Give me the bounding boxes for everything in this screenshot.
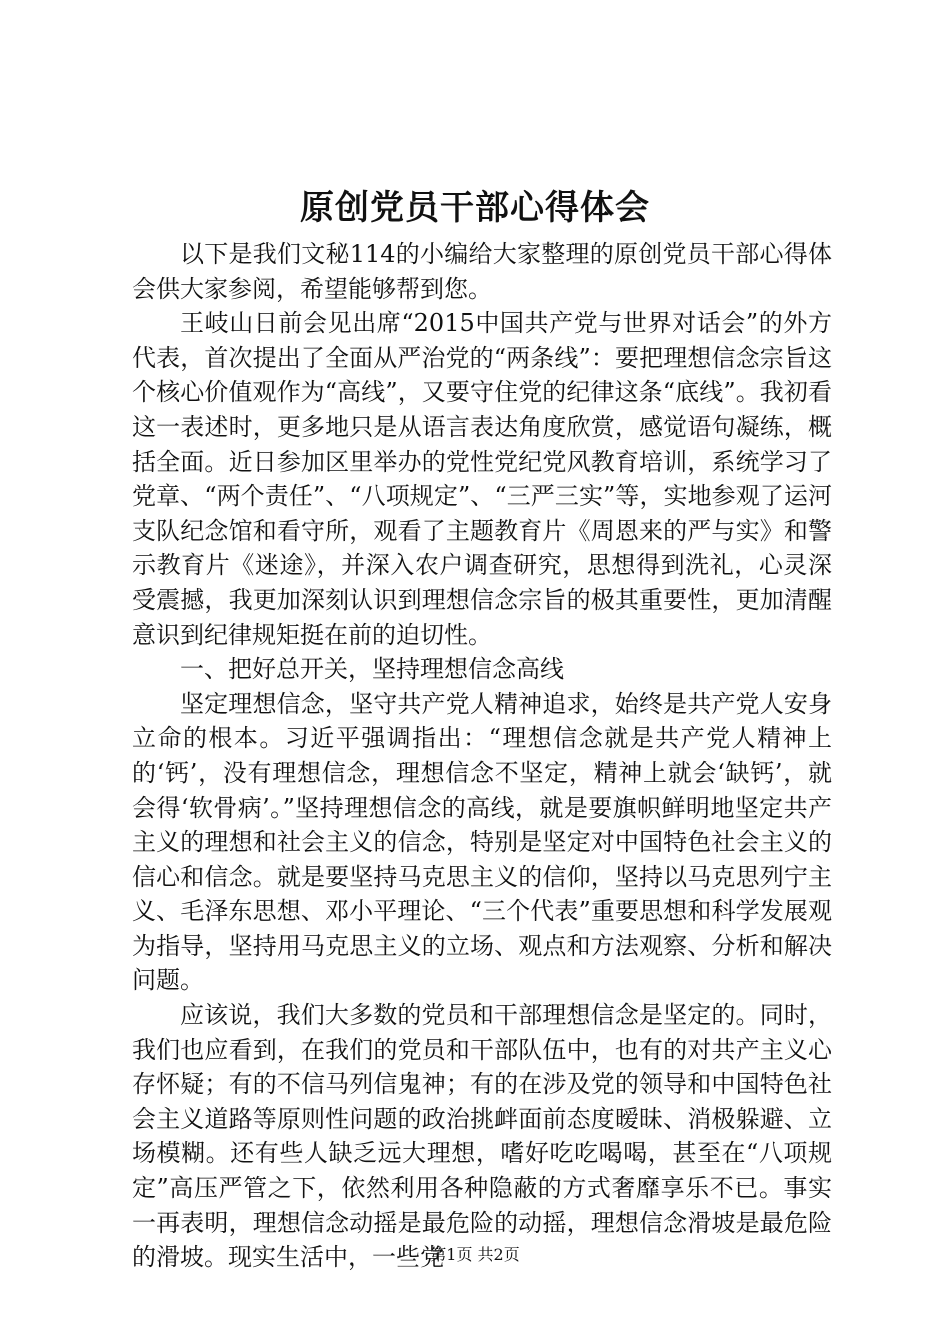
- page-footer: 第1页 共2页: [430, 1245, 520, 1264]
- paragraph-observations: 应该说，我们大多数的党员和干部理想信念是坚定的。同时，我们也应看到，在我们的党员和干部队伍中，也有的对共产主义心存怀疑；有的不信马列信鬼神；有的在涉及党的领导和中国特色社会主义道路等原则性问题的政治挑衅面前态度暧昧、消极躲避、立场模糊。还有些人缺乏远大理想，嗜好吃吃喝喝，甚至在“八项规定”高压严管之下，依然利用各种隐蔽的方式奢靡享乐不已。事实一再表明，理想信念动摇是最危险的动摇，理想信念滑坡是最危险的滑坡。现实生活中，一些党: [132, 1001, 832, 1272]
- paragraph-ideals: 坚定理想信念，坚守共产党人精神追求，始终是共产党人安身立命的根本。习近平强调指出：“理想信念就是共产党人精神上的‘钙’，没有理想信念，理想信念不坚定，精神上就会‘缺钙’，就会得‘软骨病’。”坚持理想信念的高线，就是要旗帜鲜明地坚定共产主义的理想和社会主义的信念，特别是坚定对中国特色社会主义的信心和信念。就是要坚持马克思主义的信仰，坚持以马克思列宁主义、毛泽东思想、邓小平理论、“三个代表”重要思想和科学发展观为指导，坚持用马克思主义的立场、观点和方法观察、分析和解决问题。: [132, 689, 832, 995]
- document-body: [132, 237, 832, 1275]
- section-heading-1: 一、把好总开关，坚持理想信念高线: [180, 655, 564, 684]
- paragraph-background: 王岐山日前会见出席“2015中国共产党与世界对话会”的外方代表，首次提出了全面从严治党的“两条线”：要把理想信念宗旨这个核心价值观作为“高线”，又要守住党的纪律这条“底线”。我初看这一表述时，更多地只是从语言表达角度欣赏，感觉语句凝练，概括全面。近日参加区里举办的党性党纪党风教育培训，系统学习了党章、“两个责任”、“八项规定”、“三严三实”等，实地参观了运河支队纪念馆和看守所，观看了主题教育片《周恩来的严与实》和警示教育片《迷途》，并深入农户调查研究，思想得到洗礼，心灵深受震撼，我更加深刻认识到理想信念宗旨的极其重要性，更加清醒意识到纪律规矩挺在前的迫切性。: [132, 309, 832, 649]
- paragraph-intro: 以下是我们文秘114的小编给大家整理的原创党员干部心得体会供大家参阅，希望能够帮到您。: [132, 240, 832, 303]
- document-title: 原创党员干部心得体会: [300, 188, 650, 228]
